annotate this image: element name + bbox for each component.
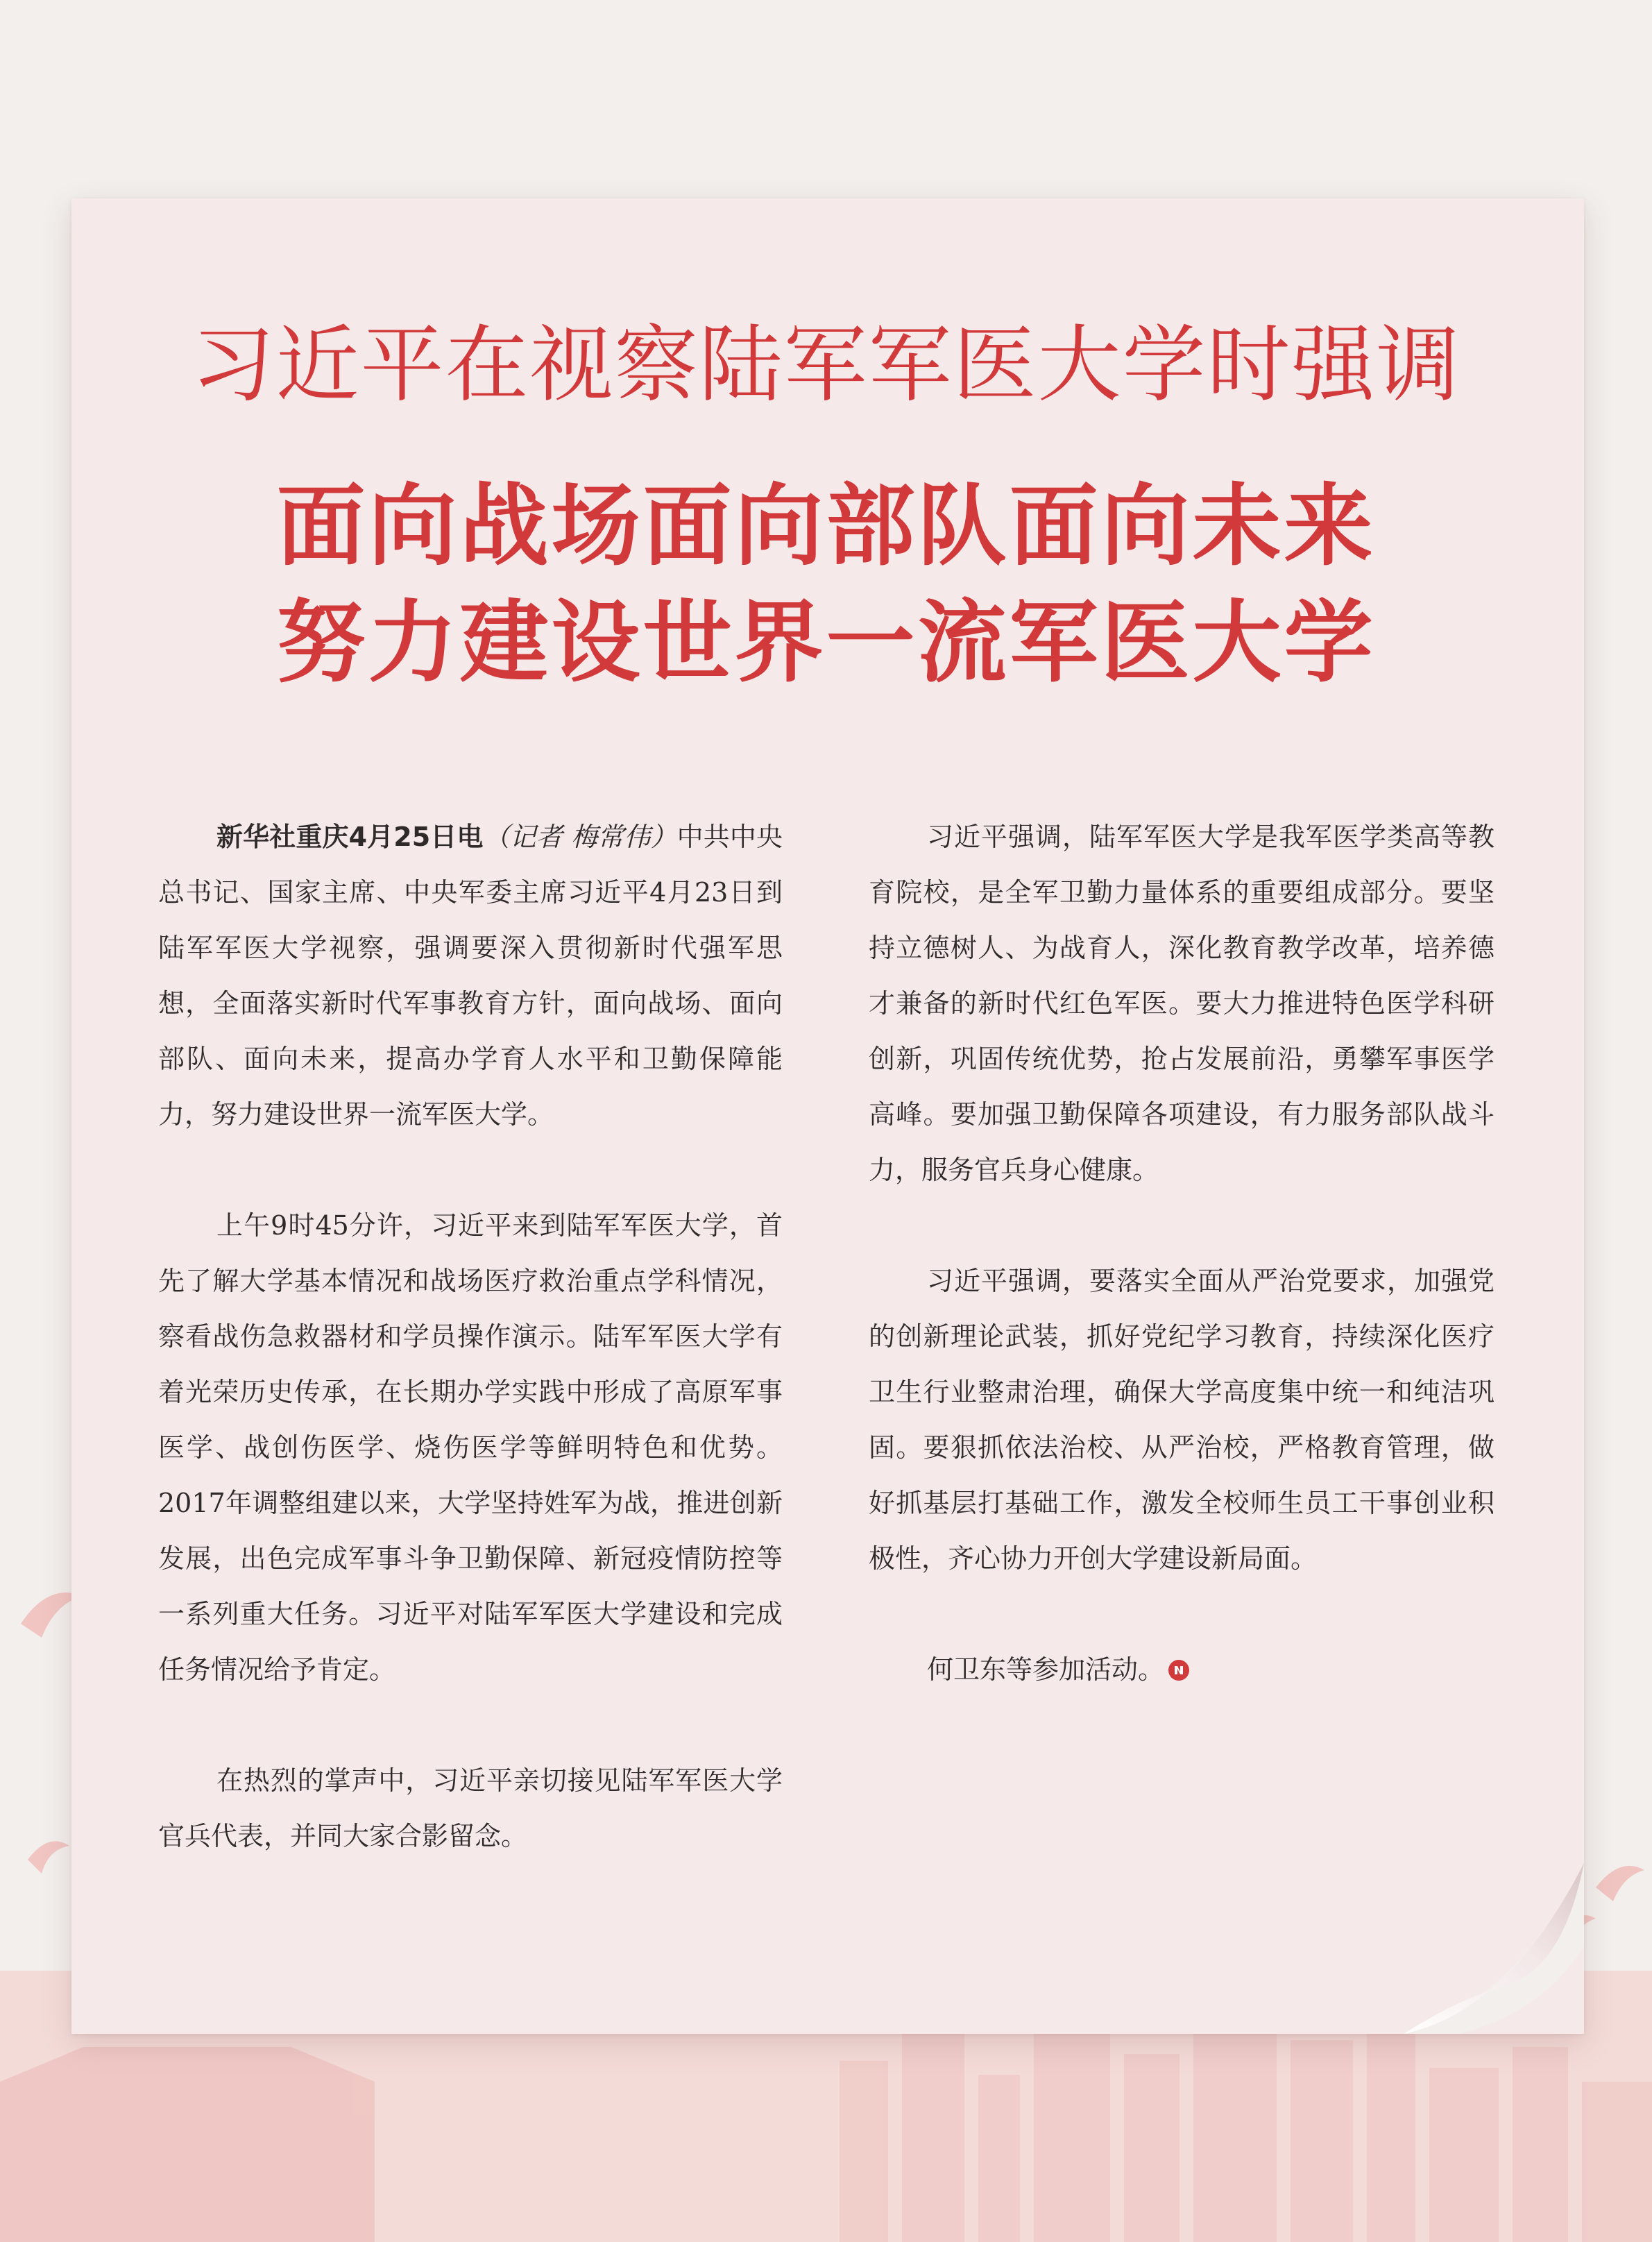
dateline: 新华社重庆4月25日电 <box>216 822 484 852</box>
paragraph-text: 中共中央总书记、国家主席、中央军委主席习近平4月23日到陆军军医大学视察，强调要深入贯彻新时代强军思想，全面落实新时代军事教育方针，面向战场、面向部队、面向未来，提高办学育人水平和卫勤保障能力，努力建设世界一流军医大学。 <box>158 822 783 1130</box>
paragraph <box>158 809 783 1142</box>
paragraph-text: 何卫东等参加活动。 <box>927 1654 1165 1685</box>
reporter-credit: （记者 梅常伟） <box>483 822 677 852</box>
right-column <box>869 809 1495 1753</box>
paragraph: 上午9时45分许，习近平来到陆军军医大学，首先了解大学基本情况和战场医疗救治重点学科情况，察看战伤急救器材和学员操作演示。陆军军医大学有着光荣历史传承，在长期办学实践中形成了高原军事医学、战创伤医学、烧伤医学等鲜明特色和优势。2017年调整组建以来，大学坚持姓军为战，推进创新发展，出色完成军事斗争卫勤保障、新冠疫情防控等一系列重大任务。习近平对陆军军医大学建设和完成任务情况给予肯定。 <box>158 1210 783 1685</box>
left-column <box>158 809 783 1919</box>
paragraph-closing <box>869 1642 1495 1697</box>
headline-line-1: 面向战场面向部队面向未来 <box>276 475 1376 578</box>
paragraph: 在热烈的掌声中，习近平亲切接见陆军军医大学官兵代表，并同大家合影留念。 <box>158 1765 783 1851</box>
paragraph: 习近平强调，陆军军医大学是我军医学类高等教育院校，是全军卫勤力量体系的重要组成部分。要坚持立德树人、为战育人，深化教育教学改革，培养德才兼备的新时代红色军医。要大力推进特色医学科研创新，巩固传统优势，抢占发展前沿，勇攀军事医学高峰。要加强卫勤保障各项建设，有力服务部队战斗力，服务官兵身心健康。 <box>869 822 1495 1185</box>
magazine-logo-icon <box>1168 1660 1189 1681</box>
headline-line-2: 努力建设世界一流军医大学 <box>276 591 1376 695</box>
page-curl <box>1404 1863 1584 2037</box>
paragraph: 习近平强调，要落实全面从严治党要求，加强党的创新理论武装，抓好党纪学习教育，持续深化医疗卫生行业整肃治理，确保大学高度集中统一和纯洁巩固。要狠抓依法治校、从严治校，严格教育管理，做好抓基层打基础工作，激发全校师生员工干事创业积极性，齐心协力开创大学建设新局面。 <box>869 1266 1495 1574</box>
article-kicker: 习近平在视察陆军军医大学时强调 <box>191 317 1461 414</box>
